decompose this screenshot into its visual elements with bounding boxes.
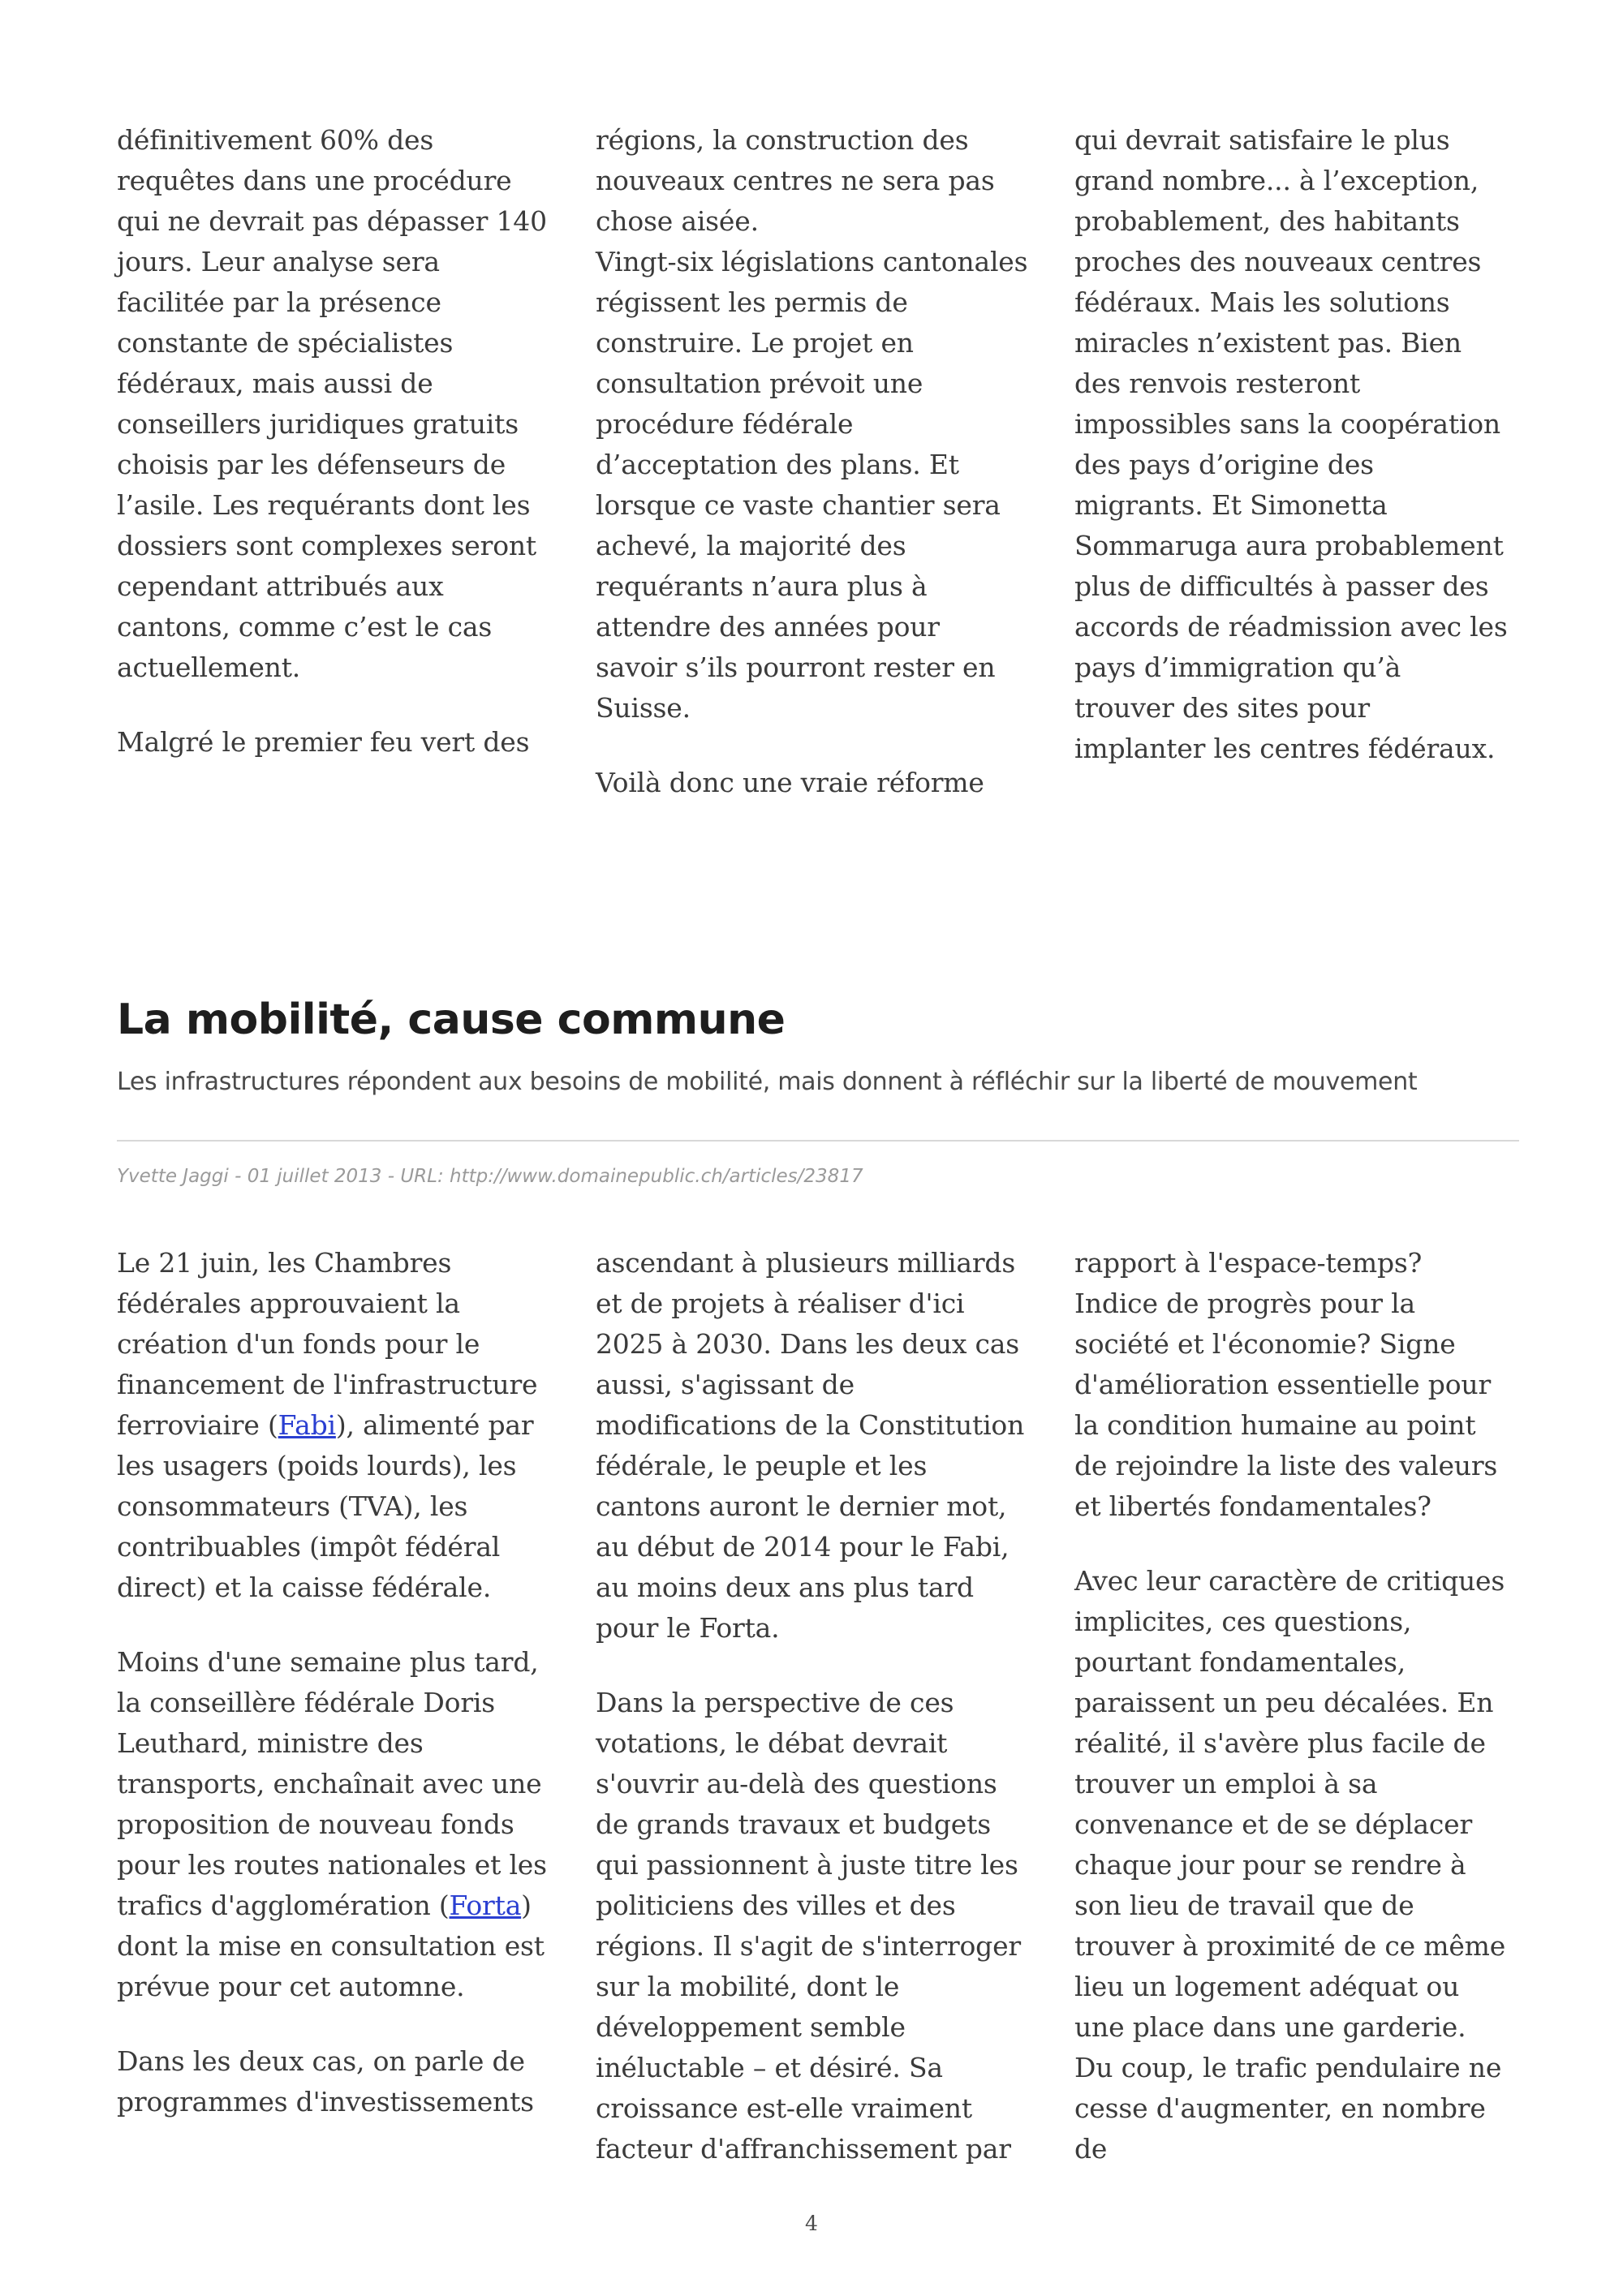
paragraph: régions, la construction des nouveaux centres ne sera pas chose aisée. (596, 124, 995, 237)
divider (117, 1140, 1519, 1142)
paragraph: Vingt-six législations cantonales régissent les permis de construire. Le projet en consultation prévoit une procédure fédérale d’acceptation des plans. Et lorsque ce vaste chantier sera achevé, la majorité des requérants n’aura plus à attendre des années pour savoir s’ils pourront rester en Suisse. (596, 246, 1028, 724)
paragraph-text: Moins d'une semaine plus tard, la conseillère fédérale Doris Leuthard, ministre des transports, enchaînait avec une proposition de nouveau fonds pour les routes nationales et les trafics d'agglomération ( (117, 1646, 547, 1921)
article-column-3 (1074, 1243, 1508, 2169)
paragraph-text: ) dont la mise en consultation est prévue pour cet automne. (117, 1890, 545, 2002)
paragraph (117, 1642, 550, 2007)
article-column-1 (117, 1243, 550, 2169)
paragraph: qui devrait satisfaire le plus grand nombre... à l’exception, probablement, des habitants proches des nouveaux centres fédéraux. Mais les solutions miracles n’existent pas. Bien des renvois resteront impossibles sans la coopération des pays d’origine des migrants. Et Simonetta Sommaruga aura probablement plus de difficultés à passer des accords de réadmission avec les pays d’immigration qu’à trouver des sites pour implanter les centres fédéraux. (1074, 124, 1508, 764)
previous-article-columns (117, 120, 1519, 803)
paragraph: Dans les deux cas, on parle de programmes d'investissements (117, 2045, 534, 2118)
paragraph: Dans la perspective de ces votations, le débat devrait s'ouvrir au-delà des questions de grands travaux et budgets qui passionnent à juste titre les politiciens des villes et des régions. Il s'agit de s'interroger sur la mobilité, dont le développement semble inéluctable – et désiré. Sa croissance est-elle vraiment facteur d'affranchissement par (596, 1687, 1022, 2165)
prev-column-1 (117, 120, 550, 803)
paragraph: Malgré le premier feu vert des (117, 726, 530, 758)
article-subtitle: Les infrastructures répondent aux besoins de mobilité, mais donnent à réfléchir sur la liberté de mouvement (117, 1068, 1418, 1096)
paragraph: définitivement 60% des requêtes dans une procédure qui ne devrait pas dépasser 140 jours. Leur analyse sera facilitée par la présence constante de spécialistes fédéraux, mais aussi de conseillers juridiques gratuits choisis par les défenseurs de l’asile. Les requérants dont les dossiers sont complexes seront cependant attribués aux cantons, comme c’est le cas actuellement. (117, 124, 547, 683)
article-columns (117, 1243, 1519, 2169)
article-column-2 (596, 1243, 1029, 2169)
paragraph: Voilà donc une vraie réforme (596, 767, 984, 798)
prev-column-2 (596, 120, 1029, 803)
paragraph: rapport à l'espace-temps? Indice de progrès pour la société et l'économie? Signe d'amélioration essentielle pour la condition humaine au point de rejoindre la liste des valeurs et libertés fondamentales? (1074, 1247, 1498, 1522)
paragraph-text: ), alimenté par les usagers (poids lourds), les consommateurs (TVA), les contribuables (impôt fédéral direct) et la caisse fédérale. (117, 1409, 534, 1603)
article-title: La mobilité, cause commune (117, 995, 786, 1044)
prev-column-3 (1074, 120, 1508, 803)
paragraph: Avec leur caractère de critiques implicites, ces questions, pourtant fondamentales, paraissent un peu décalées. En réalité, il s'avère plus facile de trouver un emploi à sa convenance et de se déplacer chaque jour pour se rendre à son lieu de travail que de trouver à proximité de ce même lieu un logement adéquat ou une place dans une garderie. Du coup, le trafic pendulaire ne cesse d'augmenter, en nombre de (1074, 1565, 1506, 2165)
paragraph-text: Le 21 juin, les Chambres fédérales approuvaient la création d'un fonds pour le financement de l'infrastructure ferroviaire ( (117, 1247, 538, 1441)
article-byline: Yvette Jaggi - 01 juillet 2013 - URL: http://www.domainepublic.ch/articles/23817 (117, 1166, 863, 1187)
page-number: 4 (805, 2212, 818, 2235)
paragraph: ascendant à plusieurs milliards et de projets à réaliser d'ici 2025 à 2030. Dans les deux cas aussi, s'agissant de modifications de la Constitution fédérale, le peuple et les cantons auront le dernier mot, au début de 2014 pour le Fabi, au moins deux ans plus tard pour le Forta. (596, 1247, 1025, 1644)
forta-link[interactable]: Forta (449, 1890, 522, 1921)
fabi-link[interactable]: Fabi (278, 1409, 336, 1441)
paragraph (117, 1243, 550, 1608)
